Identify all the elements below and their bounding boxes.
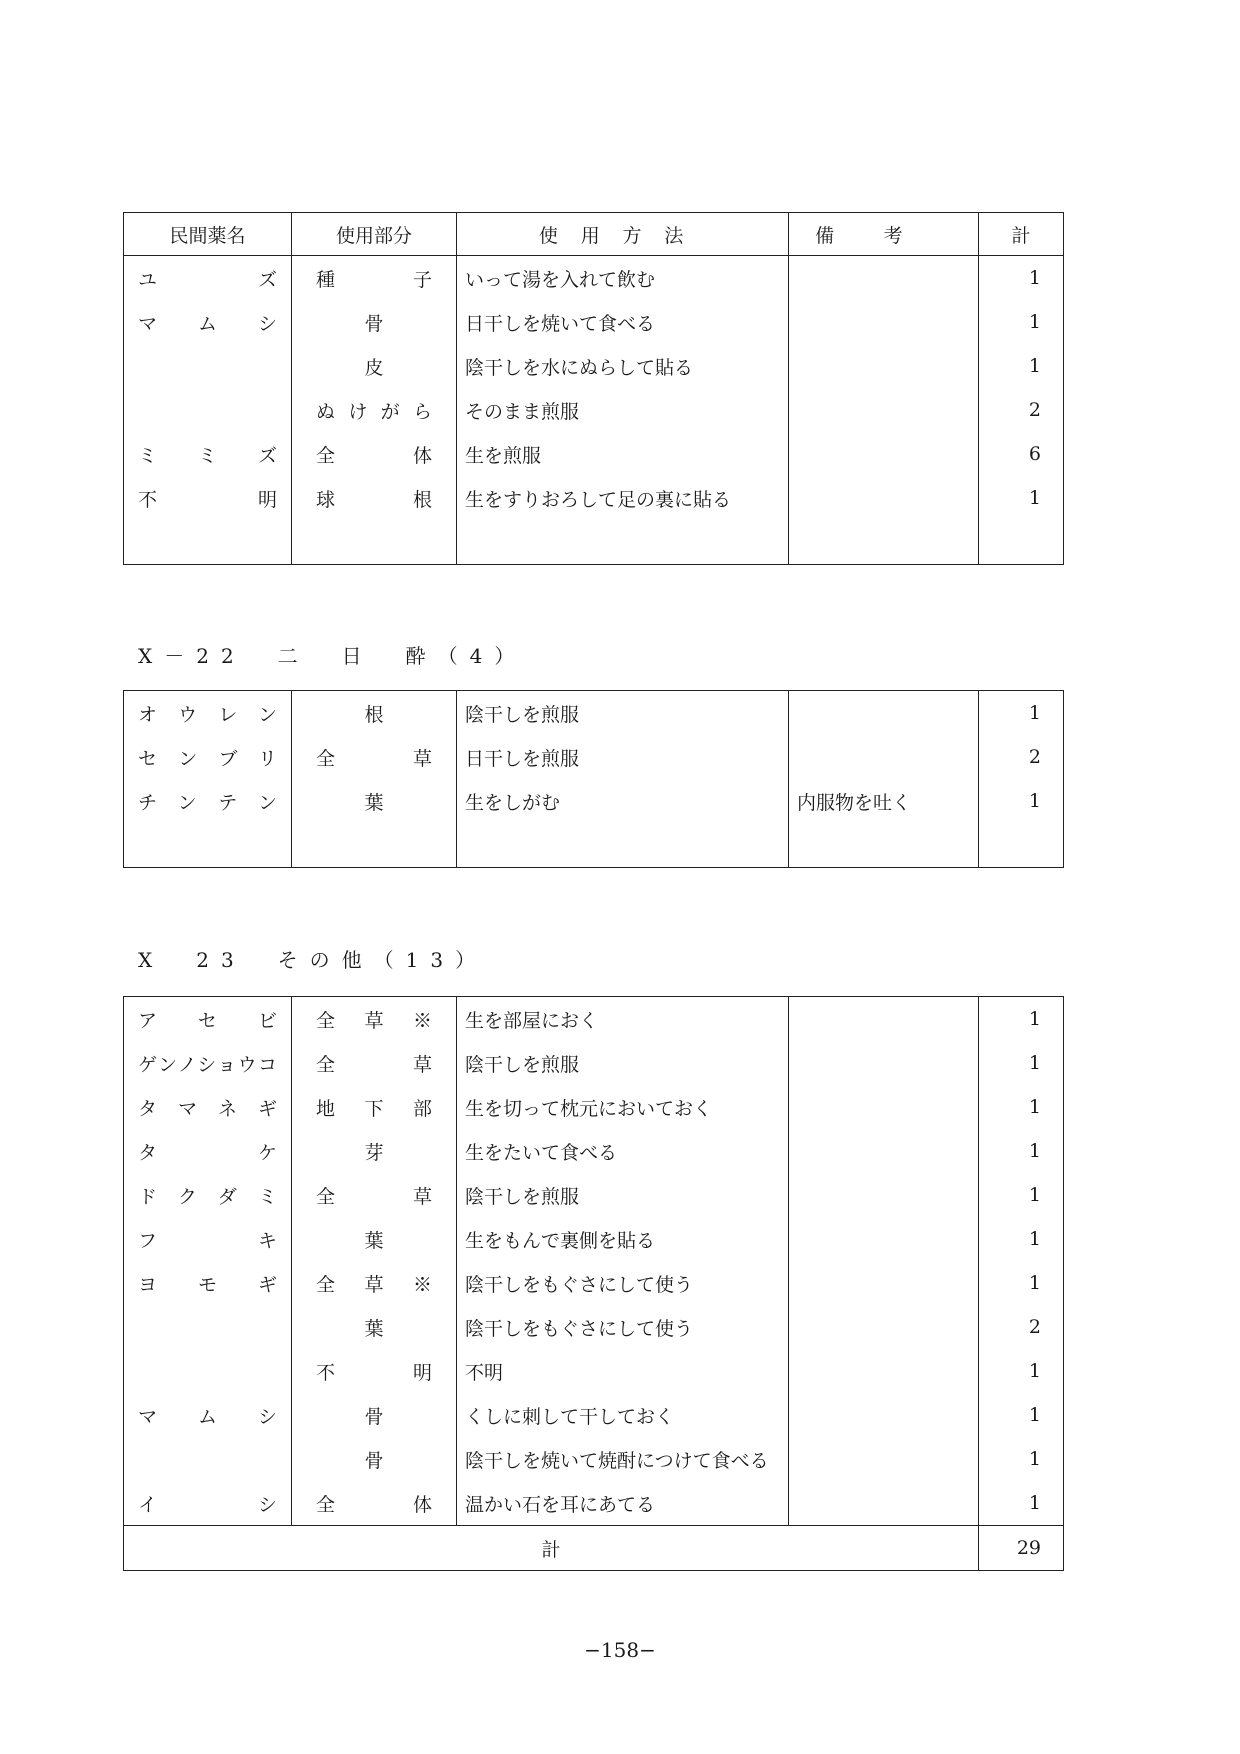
total-label: 計 [124,1526,979,1571]
cell-count: 1 [979,344,1064,388]
table-header-row [124,213,1064,256]
table-spacer-row [124,520,1064,565]
cell-name: イシ [124,1481,292,1526]
cell-part: 葉 [292,1305,457,1349]
cell-count: 1 [979,1085,1064,1129]
cell-count: 1 [979,1437,1064,1481]
spacer-cell [789,520,979,565]
cell-part: 骨 [292,1437,457,1481]
spacer-cell [457,520,789,565]
cell-part: 全草※ [292,997,457,1042]
header-method: 使用方法 [457,213,789,256]
page-number: −158− [584,1638,656,1662]
cell-note [789,1349,979,1393]
table-row [124,344,1064,388]
cell-name: タマネギ [124,1085,292,1129]
cell-method: そのまま煎服 [457,388,789,432]
cell-part: 葉 [292,779,457,823]
cell-part: 根 [292,691,457,736]
cell-name: アセビ [124,997,292,1042]
cell-note [789,1041,979,1085]
cell-name: 不明 [124,476,292,520]
cell-name: ヨモギ [124,1261,292,1305]
cell-count: 2 [979,388,1064,432]
cell-name: オウレン [124,691,292,736]
cell-note [789,997,979,1042]
table-row [124,1041,1064,1085]
cell-name [124,388,292,432]
cell-method: いって湯を入れて飲む [457,256,789,301]
header-name: 民間薬名 [124,213,292,256]
table-spacer-row [124,823,1064,868]
cell-part: 芽 [292,1129,457,1173]
cell-count: 1 [979,300,1064,344]
cell-count: 1 [979,691,1064,736]
cell-count: 1 [979,997,1064,1042]
cell-method: くしに刺して干しておく [457,1393,789,1437]
cell-part: 球根 [292,476,457,520]
cell-count: 1 [979,1349,1064,1393]
table-1-body [124,256,1064,565]
cell-note [789,1085,979,1129]
cell-count: 2 [979,735,1064,779]
cell-part: 不明 [292,1349,457,1393]
table-row [124,1085,1064,1129]
table-row [124,1305,1064,1349]
cell-count: 2 [979,1305,1064,1349]
cell-note [789,1173,979,1217]
cell-method: 生をしがむ [457,779,789,823]
table-row [124,388,1064,432]
cell-method: 陰干しを水にぬらして貼る [457,344,789,388]
cell-name: フキ [124,1217,292,1261]
cell-name: ユズ [124,256,292,301]
cell-name: センブリ [124,735,292,779]
spacer-cell [979,823,1064,868]
cell-method: 日干しを煎服 [457,735,789,779]
cell-name: ゲンノショウコ [124,1041,292,1085]
header-part: 使用部分 [292,213,457,256]
cell-note [789,1437,979,1481]
cell-name: マムシ [124,1393,292,1437]
section-title-x23: X 23 その他（13） [138,948,488,972]
table-1 [123,212,1064,565]
total-row [124,1526,1064,1571]
header-count: 計 [979,213,1064,256]
table-row [124,691,1064,736]
cell-method: 陰干しを煎服 [457,691,789,736]
cell-part: 全体 [292,432,457,476]
cell-note [789,1217,979,1261]
cell-note [789,256,979,301]
table-3-body [124,997,1064,1526]
table-2-body [124,691,1064,868]
cell-count: 1 [979,1129,1064,1173]
cell-part: 地下部 [292,1085,457,1129]
cell-note [789,344,979,388]
spacer-cell [292,823,457,868]
cell-part: 皮 [292,344,457,388]
cell-count: 1 [979,1217,1064,1261]
cell-method: 陰干しをもぐさにして使う [457,1261,789,1305]
table-2 [123,690,1064,868]
table-row [124,476,1064,520]
cell-part: 全草 [292,1173,457,1217]
cell-note [789,432,979,476]
cell-name [124,344,292,388]
table-row [124,1217,1064,1261]
cell-part: ぬけがら [292,388,457,432]
spacer-cell [124,520,292,565]
cell-part: 全草 [292,1041,457,1085]
table-row [124,1349,1064,1393]
cell-part: 葉 [292,1217,457,1261]
cell-method: 日干しを焼いて食べる [457,300,789,344]
table-row [124,1481,1064,1526]
table-3 [123,996,1064,1571]
cell-name: ドクダミ [124,1173,292,1217]
cell-count: 1 [979,1041,1064,1085]
cell-method: 生をもんで裏側を貼る [457,1217,789,1261]
cell-note: 内服物を吐く [789,779,979,823]
table-row [124,1261,1064,1305]
cell-count: 1 [979,779,1064,823]
cell-name: チンテン [124,779,292,823]
cell-method: 陰干しを焼いて焼酎につけて食べる [457,1437,789,1481]
cell-method: 陰干しをもぐさにして使う [457,1305,789,1349]
table-row [124,432,1064,476]
cell-part: 骨 [292,1393,457,1437]
section-title-x22: X－22 二 日 酔（4） [138,644,527,668]
cell-note [789,1129,979,1173]
total-value: 29 [979,1526,1064,1571]
cell-note [789,388,979,432]
cell-name: タケ [124,1129,292,1173]
cell-part: 全草 [292,735,457,779]
cell-note [789,1481,979,1526]
table-row [124,300,1064,344]
spacer-cell [457,823,789,868]
cell-part: 全草※ [292,1261,457,1305]
cell-count: 1 [979,1173,1064,1217]
spacer-cell [789,823,979,868]
cell-part: 骨 [292,300,457,344]
cell-note [789,691,979,736]
cell-method: 生を部屋におく [457,997,789,1042]
cell-note [789,735,979,779]
cell-method: 温かい石を耳にあてる [457,1481,789,1526]
cell-note [789,1305,979,1349]
cell-note [789,1393,979,1437]
cell-method: 生を切って枕元においておく [457,1085,789,1129]
cell-method: 生を煎服 [457,432,789,476]
cell-method: 生をたいて食べる [457,1129,789,1173]
cell-method: 陰干しを煎服 [457,1041,789,1085]
cell-part: 全体 [292,1481,457,1526]
cell-count: 1 [979,1481,1064,1526]
table-row [124,779,1064,823]
cell-method: 不明 [457,1349,789,1393]
cell-note [789,300,979,344]
cell-note [789,476,979,520]
table-row [124,1437,1064,1481]
spacer-cell [979,520,1064,565]
table-row [124,1129,1064,1173]
spacer-cell [292,520,457,565]
cell-count: 1 [979,476,1064,520]
cell-note [789,1261,979,1305]
cell-name: マムシ [124,300,292,344]
cell-count: 1 [979,1393,1064,1437]
cell-name [124,1349,292,1393]
cell-count: 6 [979,432,1064,476]
cell-count: 1 [979,256,1064,301]
cell-name [124,1437,292,1481]
cell-name: ミミズ [124,432,292,476]
table-row [124,256,1064,301]
cell-count: 1 [979,1261,1064,1305]
table-row [124,735,1064,779]
table-row [124,997,1064,1042]
cell-name [124,1305,292,1349]
cell-method: 生をすりおろして足の裏に貼る [457,476,789,520]
table-row [124,1393,1064,1437]
cell-part: 種子 [292,256,457,301]
spacer-cell [124,823,292,868]
header-note: 備考 [789,213,979,256]
cell-method: 陰干しを煎服 [457,1173,789,1217]
table-row [124,1173,1064,1217]
